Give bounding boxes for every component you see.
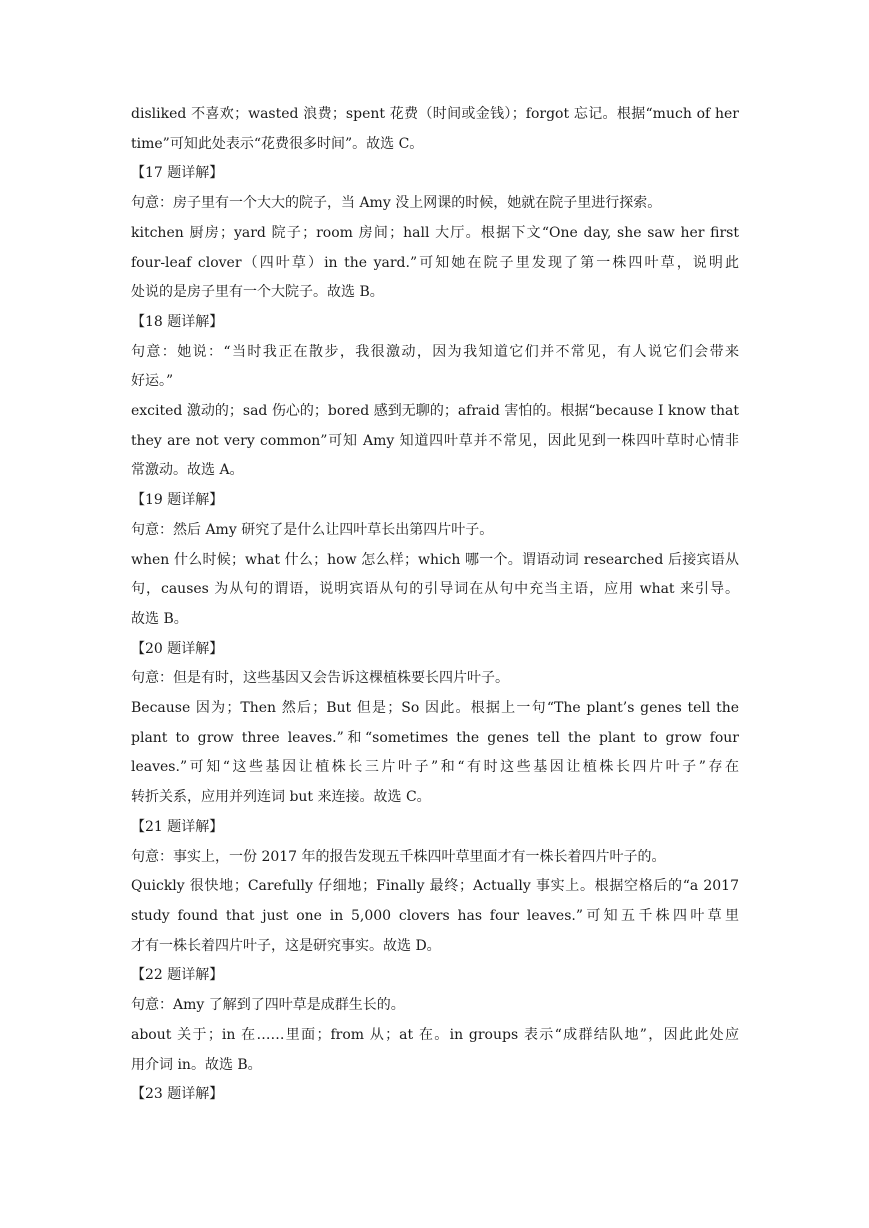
text-line: Because 因为；Then 然后；But 但是；So 因此。根据上一句“The plant’s genes tell the [131, 700, 739, 717]
text-line: about 关于；in 在……里面；from 从；at 在。in groups 表示“成群结队地”，因此此处应 [131, 1026, 739, 1043]
text-line: 处说的是房子里有一个大院子。故选 B。 [131, 284, 384, 301]
text-line: 转折关系，应用并列连词 but 来连接。故选 C。 [131, 789, 431, 806]
text-line: four-leaf clover（四叶草）in the yard.”可知她在院子里发现了第一株四叶草，说明此 [131, 254, 739, 271]
section-heading: 【18 题详解】 [131, 313, 224, 330]
text-line: plant to grow three leaves.”和“sometimes the genes tell the plant to grow four [131, 729, 739, 746]
text-line: 句意：然后 Amy 研究了是什么让四叶草长出第四片叶子。 [131, 521, 494, 538]
text-line: they are not very common”可知 Amy 知道四叶草并不常见，因此见到一株四叶草时心情非 [131, 432, 739, 449]
text-line: disliked 不喜欢；wasted 浪费；spent 花费（时间或金钱）；forgot 忘记。根据“much of her [131, 106, 739, 122]
text-line: when 什么时候；what 什么；how 怎么样；which 哪一个。谓语动词 researched 后接宾语从 [131, 551, 739, 568]
text-line: 用介词 in。故选 B。 [131, 1056, 262, 1073]
text-line: 才有一株长着四片叶子，这是研究事实。故选 D。 [131, 937, 441, 954]
text-line: leaves.”可知“这些基因让植株长三片叶子”和“有时这些基因让植株长四片叶子”存在 [131, 759, 739, 776]
section-heading: 【19 题详解】 [131, 492, 224, 509]
text-line: study found that just one in 5,000 clovers has four leaves.”可知五千株四叶草里 [131, 907, 739, 924]
text-line: 句意：Amy 了解到了四叶草是成群生长的。 [131, 997, 405, 1014]
section-heading: 【17 题详解】 [131, 165, 224, 182]
section-heading: 【21 题详解】 [131, 818, 224, 835]
text-line: 句意：但是有时，这些基因又会告诉这棵植株要长四片叶子。 [131, 670, 509, 687]
section-heading: 【23 题详解】 [131, 1086, 224, 1103]
text-line: 句，causes 为从句的谓语，说明宾语从句的引导词在从句中充当主语，应用 what 来引导。 [131, 581, 739, 598]
text-line: kitchen 厨房；yard 院子；room 房间；hall 大厅。根据下文“One day, she saw her first [131, 224, 739, 241]
text-line: 常激动。故选 A。 [131, 462, 244, 479]
section-heading: 【20 题详解】 [131, 640, 224, 657]
text-line: 好运。” [131, 373, 174, 390]
text-line: 故选 B。 [131, 610, 188, 627]
text-line: Quickly 很快地；Carefully 仔细地；Finally 最终；Actually 事实上。根据空格后的“a 2017 [131, 878, 739, 895]
section-heading: 【22 题详解】 [131, 967, 224, 984]
text-line: 句意：她说：“当时我正在散步，我很激动，因为我知道它们并不常见，有人说它们会带来 [131, 343, 739, 360]
text-line: excited 激动的；sad 伤心的；bored 感到无聊的；afraid 害怕的。根据“because I know that [131, 403, 739, 420]
text-line: 句意：房子里有一个大大的院子，当 Amy 没上网课的时候，她就在院子里进行探索。 [131, 195, 662, 212]
text-line: 句意：事实上，一份 2017 年的报告发现五千株四叶草里面才有一株长着四片叶子的。 [131, 848, 666, 865]
document-page [131, 100, 739, 1110]
text-line: time”可知此处表示“花费很多时间”。故选 C。 [131, 135, 424, 152]
